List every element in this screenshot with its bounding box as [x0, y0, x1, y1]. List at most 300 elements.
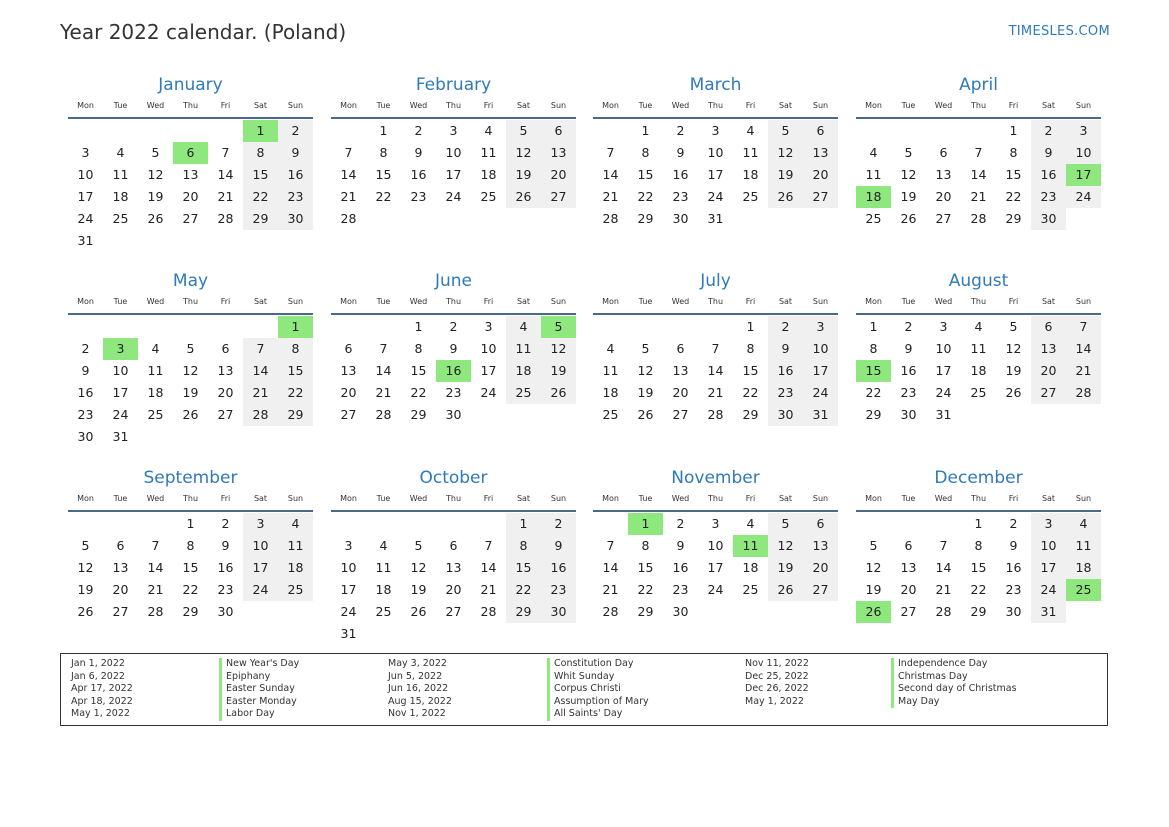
- day-cell: 18: [742, 167, 759, 182]
- week-row: [68, 120, 313, 142]
- day-cell: 15: [278, 360, 313, 382]
- empty-cell: [593, 120, 628, 142]
- day-cell: 13: [445, 560, 462, 575]
- day-cell: 21: [217, 189, 234, 204]
- day-cell: 28: [375, 407, 392, 422]
- day-cell: 27: [182, 211, 199, 226]
- week-row: [68, 426, 313, 448]
- day-cell: 19: [865, 582, 882, 597]
- day-cell: 6: [803, 120, 838, 142]
- day-cell: 31: [803, 404, 838, 426]
- empty-cell: [891, 513, 926, 535]
- day-cell: 31: [935, 407, 952, 422]
- empty-cell: [103, 316, 138, 338]
- weekday-label: Fri: [1008, 494, 1019, 503]
- week-row: [331, 120, 576, 142]
- day-cell: 25: [602, 407, 619, 422]
- day-cell: 21: [1066, 360, 1101, 382]
- empty-cell: [803, 208, 838, 230]
- week-row: [68, 208, 313, 230]
- day-cell: 19: [637, 385, 654, 400]
- day-cell: 20: [182, 189, 199, 204]
- day-cell: 21: [147, 582, 164, 597]
- day-cell: 28: [602, 604, 619, 619]
- day-cell: 15: [742, 363, 759, 378]
- weekday-label: Fri: [483, 494, 494, 503]
- weekday-label: Thu: [707, 101, 724, 110]
- week-row: [68, 230, 313, 252]
- day-cell: 25: [147, 407, 164, 422]
- month-name: January: [158, 75, 223, 95]
- day-cell: 28: [707, 407, 724, 422]
- day-cell: 15: [506, 557, 541, 579]
- holiday-date: Nov 1, 2022: [388, 708, 446, 720]
- week-row: [593, 404, 838, 426]
- day-cell: 26: [768, 579, 803, 601]
- holiday-date: May 3, 2022: [388, 658, 447, 669]
- day-cell: 26: [1005, 385, 1022, 400]
- day-cell: 20: [1031, 360, 1066, 382]
- day-cell: 13: [672, 363, 689, 378]
- day-cell: 9: [414, 145, 423, 160]
- day-cell: 23: [541, 579, 576, 601]
- day-cell: 19: [77, 582, 94, 597]
- day-cell: 10: [707, 538, 724, 553]
- day-cell: 25: [480, 189, 497, 204]
- day-cell: 12: [506, 142, 541, 164]
- day-cell: 7: [379, 341, 388, 356]
- holiday-date: May 1, 2022: [71, 708, 130, 720]
- day-cell: 16: [217, 560, 234, 575]
- weekday-label: Thu: [707, 297, 724, 306]
- week-row: [856, 579, 1101, 601]
- holiday-date: Jun 5, 2022: [388, 670, 443, 682]
- weekday-label: Tue: [901, 101, 916, 110]
- weekday-header: [593, 99, 838, 113]
- day-cell: 23: [278, 186, 313, 208]
- week-row: [331, 601, 576, 623]
- week-row: [68, 164, 313, 186]
- day-cell: 19: [541, 360, 576, 382]
- day-cell: 1: [641, 123, 650, 138]
- day-cell: 17: [77, 189, 94, 204]
- day-cell: 21: [602, 189, 619, 204]
- day-cell: 3: [1031, 513, 1066, 535]
- month-name: May: [172, 271, 209, 291]
- month-may: [68, 269, 313, 448]
- empty-cell: [506, 404, 541, 426]
- day-cell: 6: [344, 341, 353, 356]
- empty-cell: [733, 601, 768, 623]
- week-row: [593, 316, 838, 338]
- day-cell: 13: [803, 142, 838, 164]
- week-row: [856, 142, 1101, 164]
- day-cell: 13: [935, 167, 952, 182]
- day-cell: 24: [445, 189, 462, 204]
- weekday-label: Wed: [409, 494, 428, 503]
- empty-cell: [471, 208, 506, 230]
- day-cell: 27: [935, 211, 952, 226]
- day-cell: 8: [641, 538, 650, 553]
- day-cell: 12: [768, 142, 803, 164]
- day-cell: 10: [1066, 142, 1101, 164]
- day-cell: 27: [340, 407, 357, 422]
- legend-names: [547, 658, 649, 721]
- day-cell: 17: [1031, 557, 1066, 579]
- day-cell: 31: [77, 233, 94, 248]
- day-cell: 24: [243, 579, 278, 601]
- day-cell: 6: [541, 120, 576, 142]
- day-cell: 15: [637, 560, 654, 575]
- week-row: [593, 120, 838, 142]
- day-cell: 7: [939, 538, 948, 553]
- empty-cell: [103, 230, 138, 252]
- weekday-label: Sun: [287, 297, 304, 306]
- day-cell: 12: [1005, 341, 1022, 356]
- weekday-label: Sun: [1075, 494, 1092, 503]
- weekday-label: Sun: [1075, 297, 1092, 306]
- week-row: [331, 360, 576, 382]
- week-row: [331, 579, 576, 601]
- day-cell: 22: [278, 382, 313, 404]
- holiday-name: Whit Sunday: [547, 671, 649, 684]
- header-divider: [68, 313, 313, 315]
- day-cell: 18: [480, 167, 497, 182]
- day-cell: 28: [1066, 382, 1101, 404]
- day-cell: 28: [147, 604, 164, 619]
- week-row: [331, 382, 576, 404]
- week-row: [68, 338, 313, 360]
- weekday-label: Fri: [220, 101, 231, 110]
- weekday-label: Mon: [340, 297, 357, 306]
- day-cell: 29: [1005, 211, 1022, 226]
- week-row: [68, 557, 313, 579]
- empty-cell: [138, 426, 173, 448]
- empty-cell: [663, 316, 698, 338]
- weekday-label: Sun: [287, 101, 304, 110]
- empty-cell: [173, 120, 208, 142]
- header-divider: [331, 510, 576, 512]
- day-cell: 16: [278, 164, 313, 186]
- empty-cell: [138, 513, 173, 535]
- empty-cell: [208, 120, 243, 142]
- day-cell: 30: [77, 429, 94, 444]
- week-row: [856, 186, 1101, 208]
- day-cell: 15: [637, 167, 654, 182]
- weekday-label: Fri: [483, 101, 494, 110]
- day-cell: 17: [1066, 164, 1101, 186]
- weekday-label: Fri: [1008, 297, 1019, 306]
- empty-cell: [366, 513, 401, 535]
- day-cell: 27: [1031, 382, 1066, 404]
- week-row: [593, 601, 838, 623]
- weekday-label: Mon: [77, 494, 94, 503]
- brand-link[interactable]: TIMESLES.COM: [1008, 24, 1110, 39]
- empty-cell: [961, 404, 996, 426]
- day-cell: 2: [768, 316, 803, 338]
- day-cell: 1: [1009, 123, 1018, 138]
- legend-names: [891, 658, 1017, 708]
- day-cell: 7: [344, 145, 353, 160]
- day-cell: 8: [414, 341, 423, 356]
- empty-cell: [436, 513, 471, 535]
- day-cell: 16: [436, 360, 471, 382]
- day-cell: 29: [742, 407, 759, 422]
- empty-cell: [243, 426, 278, 448]
- legend-dates: [71, 658, 133, 721]
- month-june: [331, 269, 576, 426]
- day-cell: 19: [410, 582, 427, 597]
- day-cell: 8: [278, 338, 313, 360]
- day-cell: 30: [900, 407, 917, 422]
- day-cell: 27: [445, 604, 462, 619]
- day-cell: 30: [217, 604, 234, 619]
- weekday-label: Sat: [516, 101, 531, 110]
- week-row: [856, 208, 1101, 230]
- week-row: [856, 513, 1101, 535]
- day-cell: 24: [707, 582, 724, 597]
- day-cell: 2: [414, 123, 423, 138]
- weekday-label: Mon: [602, 297, 619, 306]
- day-cell: 13: [217, 363, 234, 378]
- weekday-header: [593, 295, 838, 309]
- day-cell: 12: [541, 338, 576, 360]
- empty-cell: [768, 208, 803, 230]
- week-row: [856, 120, 1101, 142]
- holiday-date: Jan 6, 2022: [71, 670, 125, 682]
- month-name: November: [671, 468, 760, 488]
- empty-cell: [173, 230, 208, 252]
- day-cell: 22: [243, 186, 278, 208]
- day-cell: 15: [1005, 167, 1022, 182]
- day-cell: 20: [340, 385, 357, 400]
- day-cell: 9: [81, 363, 90, 378]
- day-cell: 29: [410, 407, 427, 422]
- day-cell: 7: [606, 538, 615, 553]
- day-cell: 1: [974, 516, 983, 531]
- day-cell: 30: [1005, 604, 1022, 619]
- weekday-label: Sat: [778, 297, 793, 306]
- day-cell: 3: [484, 319, 493, 334]
- day-cell: 2: [676, 123, 685, 138]
- week-row: [856, 557, 1101, 579]
- day-cell: 29: [278, 404, 313, 426]
- header-divider: [593, 510, 838, 512]
- day-cell: 28: [480, 604, 497, 619]
- day-cell: 30: [768, 404, 803, 426]
- day-cell: 20: [672, 385, 689, 400]
- week-row: [593, 164, 838, 186]
- header-divider: [856, 313, 1101, 315]
- empty-cell: [541, 623, 576, 645]
- empty-cell: [436, 623, 471, 645]
- empty-cell: [366, 208, 401, 230]
- weekday-header: [68, 99, 313, 113]
- day-cell: 5: [869, 538, 878, 553]
- day-cell: 4: [379, 538, 388, 553]
- day-cell: 17: [445, 167, 462, 182]
- day-cell: 14: [217, 167, 234, 182]
- day-cell: 26: [768, 186, 803, 208]
- day-cell: 13: [900, 560, 917, 575]
- weekday-label: Mon: [865, 297, 882, 306]
- day-cell: 29: [637, 604, 654, 619]
- day-cell: 14: [147, 560, 164, 575]
- week-row: [856, 164, 1101, 186]
- empty-cell: [401, 513, 436, 535]
- day-cell: 9: [541, 535, 576, 557]
- header-divider: [856, 510, 1101, 512]
- day-cell: 8: [243, 142, 278, 164]
- week-row: [68, 404, 313, 426]
- day-cell: 30: [672, 211, 689, 226]
- day-cell: 26: [856, 601, 891, 623]
- day-cell: 24: [480, 385, 497, 400]
- day-cell: 30: [1031, 208, 1066, 230]
- day-cell: 21: [935, 582, 952, 597]
- day-cell: 15: [856, 360, 891, 382]
- empty-cell: [506, 208, 541, 230]
- day-cell: 24: [340, 604, 357, 619]
- day-cell: 3: [711, 516, 720, 531]
- day-cell: 14: [340, 167, 357, 182]
- day-cell: 9: [676, 538, 685, 553]
- week-row: [331, 186, 576, 208]
- day-cell: 5: [506, 120, 541, 142]
- day-cell: 7: [1066, 316, 1101, 338]
- week-row: [856, 338, 1101, 360]
- day-cell: 13: [803, 535, 838, 557]
- holiday-name: Independence Day: [891, 658, 1017, 671]
- day-cell: 11: [865, 167, 882, 182]
- holiday-date: Apr 17, 2022: [71, 683, 133, 695]
- holiday-date: Apr 18, 2022: [71, 695, 133, 707]
- day-cell: 10: [340, 560, 357, 575]
- day-cell: 5: [904, 145, 913, 160]
- day-cell: 22: [970, 582, 987, 597]
- day-cell: 1: [869, 319, 878, 334]
- day-cell: 7: [606, 145, 615, 160]
- day-cell: 4: [484, 123, 493, 138]
- empty-cell: [471, 623, 506, 645]
- weekday-label: Tue: [638, 297, 653, 306]
- day-cell: 20: [803, 557, 838, 579]
- day-cell: 8: [186, 538, 195, 553]
- empty-cell: [68, 316, 103, 338]
- month-april: [856, 73, 1101, 230]
- day-cell: 21: [707, 385, 724, 400]
- day-cell: 1: [278, 316, 313, 338]
- month-september: [68, 466, 313, 623]
- empty-cell: [366, 316, 401, 338]
- weekday-label: Wed: [146, 494, 165, 503]
- day-cell: 28: [602, 211, 619, 226]
- empty-cell: [436, 208, 471, 230]
- day-cell: 19: [182, 385, 199, 400]
- weekday-label: Tue: [113, 494, 128, 503]
- weekday-label: Tue: [638, 494, 653, 503]
- empty-cell: [803, 601, 838, 623]
- empty-cell: [138, 230, 173, 252]
- day-cell: 20: [112, 582, 129, 597]
- day-cell: 18: [602, 385, 619, 400]
- day-cell: 24: [707, 189, 724, 204]
- day-cell: 14: [602, 167, 619, 182]
- day-cell: 9: [278, 142, 313, 164]
- day-cell: 18: [278, 557, 313, 579]
- day-cell: 7: [221, 145, 230, 160]
- day-cell: 1: [379, 123, 388, 138]
- weekday-label: Sun: [550, 101, 567, 110]
- day-cell: 27: [541, 186, 576, 208]
- header-divider: [331, 313, 576, 315]
- week-row: [68, 382, 313, 404]
- empty-cell: [278, 230, 313, 252]
- day-cell: 9: [1031, 142, 1066, 164]
- empty-cell: [698, 316, 733, 338]
- weekday-label: Mon: [602, 101, 619, 110]
- day-cell: 21: [243, 382, 278, 404]
- day-cell: 8: [974, 538, 983, 553]
- holiday-name: May Day: [891, 696, 1017, 709]
- day-cell: 25: [506, 382, 541, 404]
- week-row: [331, 404, 576, 426]
- day-cell: 3: [449, 123, 458, 138]
- day-cell: 3: [344, 538, 353, 553]
- header-divider: [593, 117, 838, 119]
- weekday-header: [593, 492, 838, 506]
- day-cell: 23: [410, 189, 427, 204]
- day-cell: 20: [803, 164, 838, 186]
- day-cell: 10: [935, 341, 952, 356]
- empty-cell: [926, 120, 961, 142]
- empty-cell: [593, 513, 628, 535]
- weekday-label: Thu: [182, 494, 199, 503]
- weekday-label: Fri: [1008, 101, 1019, 110]
- holiday-date: Aug 15, 2022: [388, 695, 452, 707]
- month-december: [856, 466, 1101, 623]
- day-cell: 6: [221, 341, 230, 356]
- day-cell: 8: [506, 535, 541, 557]
- empty-cell: [103, 120, 138, 142]
- day-cell: 2: [1009, 516, 1018, 531]
- day-cell: 17: [480, 363, 497, 378]
- weekday-label: Tue: [901, 297, 916, 306]
- day-cell: 23: [445, 385, 462, 400]
- weekday-label: Wed: [146, 297, 165, 306]
- day-cell: 25: [1066, 579, 1101, 601]
- weekday-label: Fri: [745, 101, 756, 110]
- day-cell: 6: [939, 145, 948, 160]
- day-cell: 12: [182, 363, 199, 378]
- day-cell: 16: [768, 360, 803, 382]
- weekday-header: [331, 492, 576, 506]
- day-cell: 20: [217, 385, 234, 400]
- day-cell: 18: [147, 385, 164, 400]
- day-cell: 28: [217, 211, 234, 226]
- day-cell: 27: [803, 579, 838, 601]
- day-cell: 23: [1031, 186, 1066, 208]
- day-cell: 2: [541, 513, 576, 535]
- day-cell: 4: [746, 516, 755, 531]
- day-cell: 29: [243, 208, 278, 230]
- day-cell: 26: [147, 211, 164, 226]
- day-cell: 23: [768, 382, 803, 404]
- empty-cell: [331, 316, 366, 338]
- weekday-label: Tue: [901, 494, 916, 503]
- weekday-label: Thu: [182, 101, 199, 110]
- month-name: December: [934, 468, 1023, 488]
